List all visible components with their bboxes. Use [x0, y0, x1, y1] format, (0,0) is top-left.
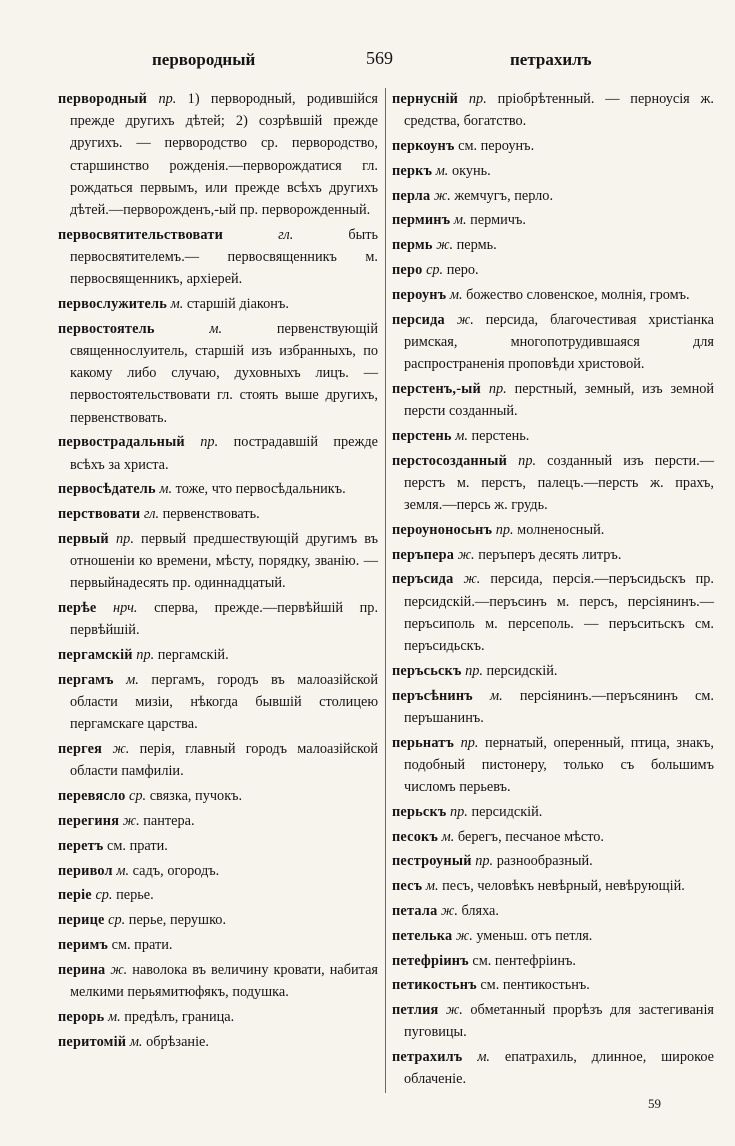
- dictionary-entry: [392, 850, 714, 872]
- entry-headword: пероунъ: [392, 286, 447, 303]
- dictionary-entry: [58, 860, 378, 882]
- entry-part-of-speech: м.: [107, 1008, 121, 1025]
- entry-part-of-speech: ж.: [122, 813, 140, 830]
- dictionary-entry: [392, 732, 714, 799]
- dictionary-entry: [58, 528, 378, 595]
- entry-part-of-speech: ж.: [457, 546, 475, 563]
- entry-part-of-speech: ср.: [95, 887, 113, 904]
- entry-definition: жемчугъ, перло.: [454, 187, 554, 204]
- entry-definition: обметанный прорѣзъ для застегиванія пуговицы.: [404, 1002, 715, 1041]
- entry-headword: перстенъ,-ый: [392, 380, 481, 397]
- entry-definition: перъперъ десять литръ.: [478, 546, 622, 563]
- dictionary-entry: [58, 934, 378, 956]
- entry-definition: разнообразный.: [496, 853, 593, 870]
- dictionary-entry: [58, 431, 378, 475]
- entry-headword: перивол: [58, 862, 113, 879]
- entry-headword: перорь: [58, 1008, 105, 1025]
- entry-headword: перкоунъ: [392, 138, 455, 154]
- entry-part-of-speech: м.: [159, 481, 173, 498]
- entry-headword: перьнатъ: [392, 734, 455, 751]
- entry-headword: перегиня: [58, 813, 120, 830]
- dictionary-entry: [58, 503, 378, 525]
- dictionary-entry: [392, 974, 714, 996]
- entry-headword: перкъ: [392, 162, 433, 179]
- entry-headword: перѣе: [58, 600, 97, 617]
- dictionary-entry: [392, 209, 714, 231]
- entry-part-of-speech: гл.: [143, 506, 160, 523]
- entry-definition: бляха.: [461, 902, 499, 919]
- entry-part-of-speech: м.: [126, 672, 139, 689]
- entry-definition: первенствовать.: [162, 506, 260, 523]
- page-header: [58, 48, 698, 78]
- entry-headword: персида: [392, 311, 445, 328]
- entry-headword: перстень: [392, 427, 452, 444]
- entry-definition: см. пентикостьнъ.: [480, 977, 590, 994]
- entry-headword: петлия: [392, 1002, 439, 1019]
- dictionary-entry: [392, 234, 714, 256]
- entry-part-of-speech: ж.: [433, 187, 451, 204]
- dictionary-entry: [392, 284, 714, 306]
- entry-part-of-speech: м.: [425, 878, 439, 895]
- entry-headword: перитомій: [58, 1033, 127, 1050]
- entry-headword: пермь: [392, 237, 433, 254]
- entry-part-of-speech: ср.: [426, 261, 444, 278]
- page-number: 569: [366, 48, 393, 68]
- dictionary-entry: [392, 685, 714, 729]
- entry-part-of-speech: пр.: [495, 521, 514, 538]
- entry-part-of-speech: ж.: [463, 571, 481, 588]
- entry-part-of-speech: пр.: [488, 380, 507, 397]
- entry-definition: перо.: [446, 261, 479, 278]
- entry-part-of-speech: пр.: [200, 434, 219, 451]
- entry-headword: петефріинъ: [392, 952, 469, 969]
- entry-part-of-speech: ж.: [112, 741, 130, 758]
- dictionary-entry: [392, 135, 714, 157]
- entry-part-of-speech: пр.: [116, 531, 134, 548]
- dictionary-entry: [58, 88, 378, 221]
- dictionary-entry: [58, 835, 378, 857]
- entry-definition: связка, пучокъ.: [149, 788, 243, 805]
- entry-headword: петелька: [392, 927, 453, 944]
- dictionary-entry: [392, 568, 714, 657]
- entry-headword: пернусній: [392, 91, 459, 107]
- entry-definition: пергамскій.: [157, 647, 229, 664]
- entry-part-of-speech: м.: [489, 687, 503, 704]
- dictionary-entry: [58, 318, 378, 429]
- dictionary-entry: [392, 88, 714, 132]
- dictionary-entry: [58, 909, 378, 931]
- entry-headword: петала: [392, 902, 438, 919]
- entry-part-of-speech: м.: [170, 296, 184, 313]
- dictionary-entry: [392, 450, 714, 517]
- entry-definition: предѣлъ, граница.: [124, 1008, 235, 1025]
- entry-definition: старшій діаконъ.: [186, 296, 289, 313]
- entry-part-of-speech: м.: [477, 1049, 491, 1066]
- dictionary-entry: [58, 810, 378, 832]
- entry-headword: перстосозданный: [392, 452, 508, 469]
- dictionary-entry: [392, 826, 714, 848]
- entry-definition: перстный, земный, изъ земной персти созданный.: [404, 380, 715, 419]
- dictionary-entry: [392, 425, 714, 447]
- dictionary-entry: [58, 293, 378, 315]
- entry-part-of-speech: пр.: [468, 91, 487, 107]
- entry-part-of-speech: пр.: [465, 662, 483, 679]
- dictionary-entry: [392, 1046, 714, 1090]
- entry-definition: епатрахиль, длинное, широкое облаченіе.: [404, 1049, 714, 1088]
- dictionary-entry: [392, 999, 714, 1043]
- dictionary-entry: [58, 785, 378, 807]
- entry-definition: пантера.: [143, 813, 195, 830]
- entry-headword: пергамъ: [58, 672, 114, 689]
- dictionary-entry: [392, 875, 714, 897]
- entry-definition: перье.: [116, 887, 154, 904]
- entry-definition: песъ, человѣкъ невѣрный, невѣрующій.: [442, 878, 685, 895]
- entry-part-of-speech: ж.: [441, 902, 458, 919]
- entry-headword: перъсида: [392, 571, 454, 588]
- entry-definition: первый предшествующій другимъ въ отношеніи ко времени, мѣсту, порядку, званію. — первыйнадесять пр. одиннадцатый.: [70, 531, 379, 592]
- entry-definition: перье, перушко.: [128, 912, 227, 929]
- entry-headword: первострадальный: [58, 434, 185, 451]
- dictionary-entry: [58, 478, 378, 500]
- entry-part-of-speech: ж.: [456, 311, 474, 328]
- entry-definition: уменьш. отъ петля.: [476, 927, 593, 944]
- dictionary-entry: [392, 378, 714, 422]
- entry-headword: первородный: [58, 91, 148, 107]
- entry-part-of-speech: пр.: [518, 452, 537, 469]
- entry-definition: персіянинъ.—перъсянинъ см. перъшанинъ.: [404, 687, 714, 726]
- entry-part-of-speech: гл.: [278, 226, 294, 243]
- entry-headword: пергея: [58, 741, 103, 758]
- dictionary-entry: [392, 259, 714, 281]
- entry-headword: первослужитель: [58, 296, 167, 313]
- entry-definition: см. прати.: [107, 837, 168, 854]
- dictionary-entry: [392, 950, 714, 972]
- dictionary-entry: [392, 925, 714, 947]
- entry-headword: пестроуный: [392, 853, 472, 870]
- dictionary-entry: [58, 1006, 378, 1028]
- entry-part-of-speech: м.: [435, 162, 449, 179]
- entry-part-of-speech: м.: [209, 320, 223, 337]
- entry-definition: пермичъ.: [470, 212, 526, 229]
- entry-definition: персидскій.: [486, 662, 558, 679]
- entry-headword: перъсьскъ: [392, 662, 462, 679]
- entry-headword: первый: [58, 531, 109, 548]
- entry-definition: пергамъ, городъ въ малоазійской области мизіи, нѣкогда бывшій столицею пергамскаге царства.: [70, 672, 378, 733]
- entry-headword: первостоятель: [58, 320, 155, 337]
- entry-part-of-speech: пр.: [158, 91, 177, 107]
- entry-definition: берегъ, песчаное мѣсто.: [457, 828, 605, 845]
- entry-definition: обрѣзаніе.: [146, 1033, 209, 1050]
- entry-definition: пріобрѣтенный. — перноусія ж. средства, богатство.: [404, 91, 715, 130]
- entry-definition: см. прати.: [111, 937, 173, 953]
- entry-part-of-speech: ср.: [129, 788, 147, 805]
- entry-headword: пергамскій: [58, 647, 133, 664]
- entry-part-of-speech: м.: [449, 286, 463, 303]
- entry-definition: пернатый, оперенный, птица, знакъ, подобный пистонеру, только съ большимъ числомъ перьевъ.: [404, 734, 714, 795]
- entry-headword: перо: [392, 261, 423, 278]
- entry-part-of-speech: м.: [116, 862, 130, 879]
- entry-headword: первосвятительствовати: [58, 226, 224, 243]
- entry-definition: божество словенское, молнія, громъ.: [466, 286, 690, 303]
- entry-headword: первосѣдатель: [58, 481, 156, 498]
- entry-part-of-speech: м.: [455, 427, 468, 444]
- entry-part-of-speech: пр.: [136, 647, 155, 664]
- right-column: [392, 88, 714, 1093]
- entry-definition: персида, благочестивая христіанка римская, многопотрудившаяся для распространенія проповѣди христовой.: [404, 311, 714, 372]
- entry-definition: наволока въ величину кровати, набитая мелкими перьямитюфякъ, подушка.: [70, 961, 379, 1000]
- entry-headword: петрахилъ: [392, 1049, 463, 1066]
- dictionary-entry: [392, 900, 714, 922]
- entry-part-of-speech: пр.: [460, 734, 479, 751]
- entry-definition: окунь.: [451, 162, 491, 179]
- entry-part-of-speech: ж.: [436, 237, 454, 254]
- dictionary-entry: [58, 1031, 378, 1053]
- signature-number: 59: [648, 1096, 661, 1111]
- right-running-head: петрахилъ: [510, 50, 592, 69]
- entry-definition: садъ, огородъ.: [132, 862, 220, 879]
- dictionary-entry: [392, 160, 714, 182]
- dictionary-entry: [58, 669, 378, 736]
- dictionary-entry: [392, 801, 714, 823]
- entry-part-of-speech: пр.: [475, 853, 494, 870]
- entry-part-of-speech: пр.: [450, 803, 468, 820]
- entry-part-of-speech: ср.: [108, 912, 126, 929]
- dictionary-entry: [58, 884, 378, 906]
- entry-part-of-speech: ж.: [110, 961, 128, 978]
- entry-part-of-speech: ж.: [445, 1002, 463, 1019]
- entry-definition: пострадавшій прежде всѣхъ за христа.: [70, 434, 379, 473]
- entry-definition: быть первосвятителемъ.— первосвященникъ м. первосвященникъ, архіерей.: [70, 226, 378, 288]
- entry-part-of-speech: ж.: [455, 927, 473, 944]
- entry-headword: перъсѣнинъ: [392, 687, 473, 704]
- entry-definition: первенствующій священнослуитель, старшій изъ избранныхъ, по какому либо случаю, духовныхъ лицъ. — первостоятельствовати гл. стоять выше другихъ, первенствовать.: [70, 320, 378, 426]
- entry-definition: см. пентефріинъ.: [472, 952, 576, 969]
- entry-headword: перина: [58, 961, 106, 978]
- entry-definition: см. пероунъ.: [458, 138, 535, 154]
- entry-definition: персидскій.: [471, 803, 543, 820]
- entry-part-of-speech: м.: [129, 1033, 143, 1050]
- entry-headword: періе: [58, 887, 92, 904]
- dictionary-entry: [58, 597, 378, 641]
- entry-headword: перевясло: [58, 788, 126, 805]
- dictionary-entry: [392, 185, 714, 207]
- entry-definition: молненосный.: [517, 521, 605, 538]
- entry-definition: пермь.: [456, 237, 497, 254]
- entry-headword: перминъ: [392, 212, 451, 229]
- column-divider: [385, 88, 386, 1093]
- dictionary-entry: [58, 959, 378, 1003]
- entry-definition: сперва, прежде.—первѣйшій пр. первѣйшій.: [70, 600, 379, 639]
- entry-headword: перствовати: [58, 506, 141, 523]
- entry-part-of-speech: м.: [453, 212, 467, 229]
- entry-headword: перьскъ: [392, 803, 447, 820]
- entry-definition: тоже, что первосѣдальникъ.: [175, 481, 346, 498]
- entry-headword: перла: [392, 187, 431, 204]
- entry-headword: пероуноносьнъ: [392, 521, 493, 538]
- entry-definition: перія, главный городъ малоазійской области памфиліи.: [70, 741, 378, 780]
- dictionary-entry: [58, 644, 378, 666]
- left-running-head: первородный: [152, 50, 256, 69]
- dictionary-entry: [58, 738, 378, 782]
- entry-headword: песокъ: [392, 828, 439, 845]
- entry-part-of-speech: нрч.: [113, 600, 138, 617]
- entry-definition: персида, персія.—перъсидьскъ пр. персидскій.—перъсинъ м. персъ, персіянинъ.—перъсиполь м. персеполь. — перъситьскъ см. перъсидьскъ.: [404, 571, 714, 654]
- entry-definition: 1) первородный, родившійся прежде другихъ дѣтей; 2) созрѣвшій прежде другихъ. — первородство ср. первородство, старшинство рожденія.—перворождатися гл. рождаться первымъ, или прежде всѣхъ другихъ дѣтей.—перворожденъ,-ый пр. перворожденный.: [70, 91, 378, 219]
- entry-headword: песъ: [392, 878, 423, 895]
- left-column: [58, 88, 378, 1055]
- entry-definition: созданный изъ персти.—перстъ м. перстъ, палецъ.—персть ж. прахъ, земля.—персь ж. грудь.: [404, 452, 714, 513]
- dictionary-entry: [392, 309, 714, 376]
- dictionary-entry: [392, 544, 714, 566]
- dictionary-entry: [58, 224, 378, 291]
- entry-part-of-speech: м.: [441, 828, 455, 845]
- entry-headword: перице: [58, 912, 105, 929]
- entry-definition: перстень.: [471, 427, 530, 444]
- dictionary-entry: [392, 660, 714, 682]
- entry-headword: перъпера: [392, 546, 455, 563]
- dictionary-entry: [392, 519, 714, 541]
- entry-headword: перимъ: [58, 937, 109, 953]
- entry-headword: петикостьнъ: [392, 977, 477, 994]
- entry-headword: перетъ: [58, 837, 104, 854]
